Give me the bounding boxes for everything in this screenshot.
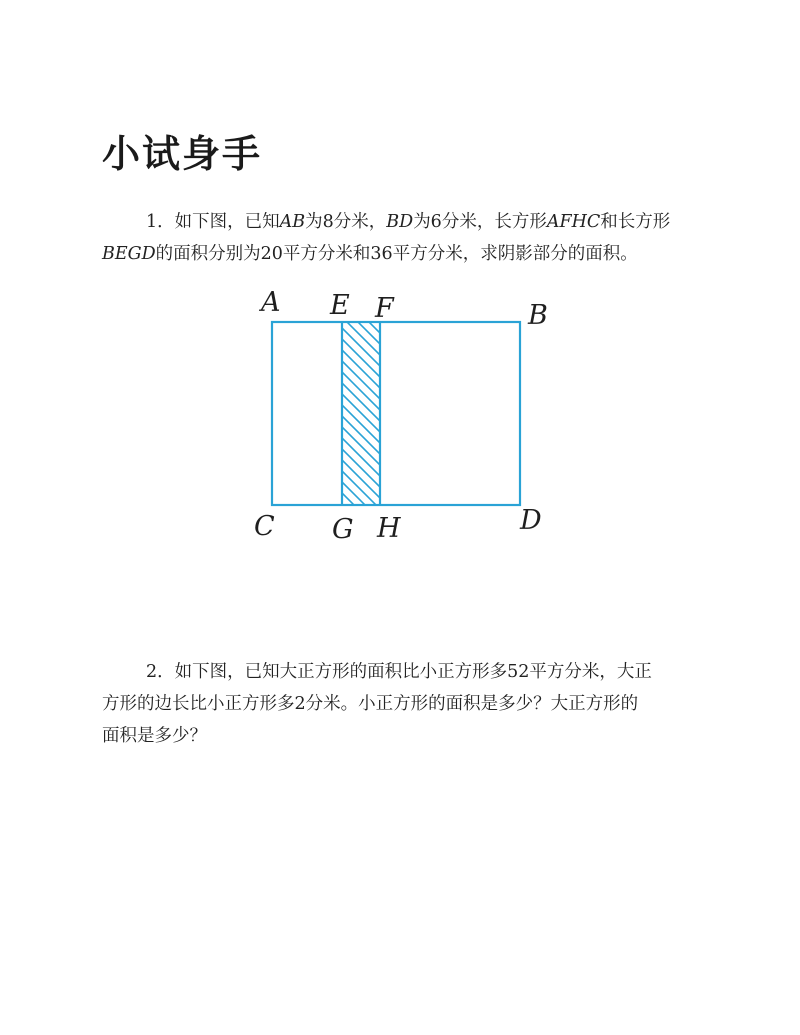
point-label-f: F: [375, 293, 394, 324]
question-1-number: 1．: [146, 212, 175, 232]
shaded-region: [342, 284, 380, 552]
question-1-seg-ab: AB: [279, 212, 306, 232]
point-label-g: G: [332, 514, 354, 545]
question-1-seg: 为8分米，: [305, 212, 387, 232]
question-2-line-3: 面积是多少？: [102, 726, 207, 746]
hatch-lines: [342, 284, 380, 552]
hatch-line: [342, 438, 380, 476]
question-1-seg: 和长方形: [600, 212, 671, 232]
question-1-seg-begd: BEGD: [102, 244, 156, 264]
rectangle-diagram: [240, 282, 560, 552]
hatch-line: [342, 427, 380, 465]
point-label-d: D: [520, 505, 542, 536]
point-label-h: H: [377, 513, 401, 544]
hatch-line: [342, 449, 380, 487]
question-1-line-1: [102, 206, 702, 238]
question-2-number: 2．: [146, 662, 175, 682]
question-1-seg: 的面积分别为20平方分米和36平方分米，求阴影部分的面积。: [155, 244, 638, 264]
hatch-line: [342, 471, 380, 509]
question-2-line-1: [102, 656, 702, 688]
hatch-line: [342, 460, 380, 498]
hatch-line: [342, 416, 380, 454]
point-label-c: C: [254, 511, 275, 542]
point-label-b: B: [528, 300, 548, 331]
question-1-line-2: [102, 238, 702, 270]
hatch-line: [342, 350, 380, 388]
hatch-line: [342, 383, 380, 421]
question-2-text: 如下图，已知大正方形的面积比小正方形多52平方分米，大正: [174, 662, 652, 682]
hatch-line: [342, 328, 380, 366]
question-1-seg: 如下图，已知: [174, 212, 280, 232]
question-1-seg-afhc: AFHC: [546, 212, 601, 232]
hatch-line: [342, 405, 380, 443]
question-2: [102, 656, 702, 752]
hatch-line: [342, 372, 380, 410]
point-label-a: A: [261, 287, 281, 318]
question-1-seg-bd: BD: [386, 212, 414, 232]
question-1-seg: 为6分米，长方形: [413, 212, 547, 232]
rectangle-figure: [240, 282, 560, 552]
hatch-line: [342, 394, 380, 432]
section-title: 小试身手: [102, 132, 263, 176]
question-1: [102, 206, 702, 270]
hatch-line: [342, 339, 380, 377]
question-2-line-2: 方形的边长比小正方形多2分米。小正方形的面积是多少？大正方形的: [102, 694, 639, 714]
hatch-line: [342, 361, 380, 399]
point-label-e: E: [330, 290, 350, 321]
outer-rectangle: [272, 322, 520, 505]
